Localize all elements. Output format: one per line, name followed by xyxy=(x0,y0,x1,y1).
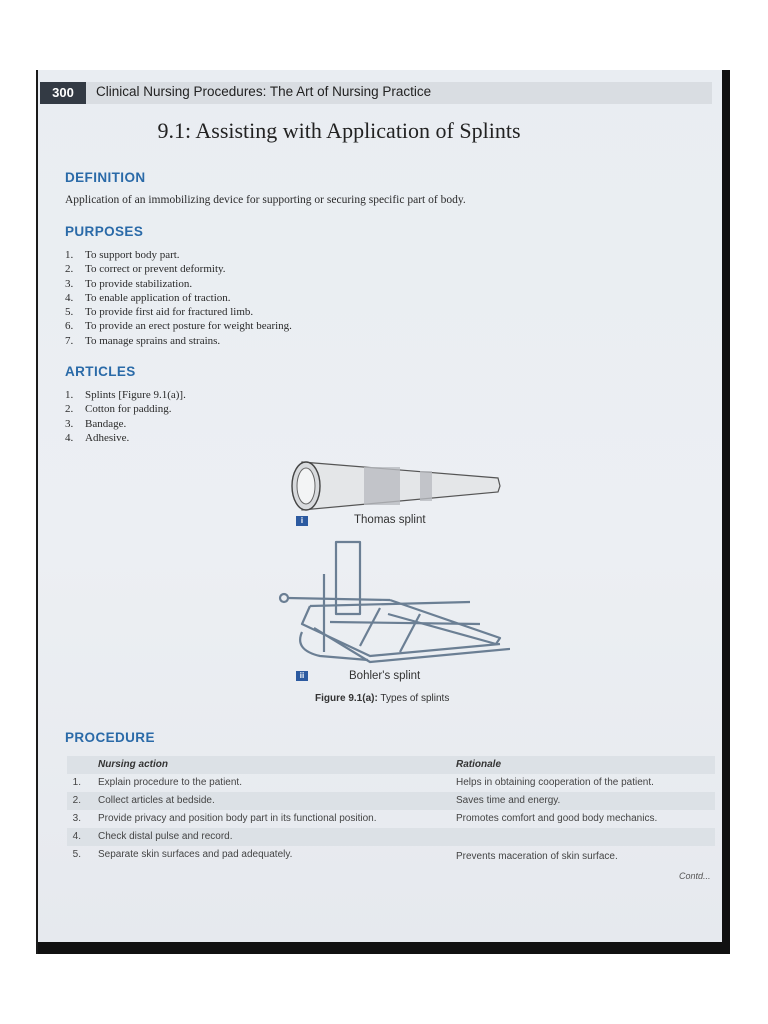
thomas-splint-illustration xyxy=(288,456,508,516)
column-header-rationale: Rationale xyxy=(456,759,502,770)
table-row: 3. Provide privacy and position body part in its functional position. Promotes comfort and good body mechanics. xyxy=(72,813,658,824)
purposes-heading: PURPOSES xyxy=(65,224,144,239)
list-item: 3. To provide stabilization. xyxy=(65,277,193,290)
list-item: 1. To support body part. xyxy=(65,249,180,261)
continued-note: Contd... xyxy=(679,871,711,881)
definition-text: Application of an immobilizing device for supporting or securing specific part of body. xyxy=(65,194,466,206)
list-item: 1. Splints [Figure 9.1(a)]. xyxy=(65,389,186,401)
list-item: 2. Cotton for padding. xyxy=(65,403,172,416)
purposes-list xyxy=(65,248,292,348)
figure-part-ii-marker: ii xyxy=(296,671,308,681)
table-row: 1. Explain procedure to the patient. Helps in obtaining cooperation of the patient. xyxy=(72,777,654,788)
list-item: 2. To correct or prevent deformity. xyxy=(65,263,226,276)
table-row: 2. Collect articles at bedside. Saves time and energy. xyxy=(67,792,715,810)
page-number: 300 xyxy=(40,82,86,104)
page-edge-bottom xyxy=(38,942,730,954)
running-head: Clinical Nursing Procedures: The Art of Nursing Practice xyxy=(96,84,432,99)
page-title: 9.1: Assisting with Application of Splints xyxy=(157,118,521,143)
thomas-splint-label: Thomas splint xyxy=(354,514,426,526)
table-header-row xyxy=(67,756,715,774)
list-item: 3. Bandage. xyxy=(65,417,127,430)
definition-heading: DEFINITION xyxy=(65,170,146,185)
book-page xyxy=(38,70,724,946)
bohlers-splint-label: Bohler's splint xyxy=(349,670,421,682)
table-row: 5. Separate skin surfaces and pad adequately. Prevents maceration of skin surface. xyxy=(72,849,618,862)
figure-part-i-marker: i xyxy=(296,516,308,526)
articles-heading: ARTICLES xyxy=(65,364,136,379)
list-item: 4. To enable application of traction. xyxy=(65,291,231,304)
figure-caption: Figure 9.1(a): Types of splints xyxy=(315,693,450,704)
procedure-table xyxy=(67,756,715,864)
bohlers-splint-illustration xyxy=(270,532,510,672)
articles-list xyxy=(65,388,186,445)
page-edge-right xyxy=(722,70,730,954)
list-item: 7. To manage sprains and strains. xyxy=(65,334,221,347)
list-item: 6. To provide an erect posture for weight bearing. xyxy=(65,320,292,333)
list-item: 5. To provide first aid for fractured limb. xyxy=(65,306,254,319)
column-header-action: Nursing action xyxy=(98,759,169,770)
list-item: 4. Adhesive. xyxy=(65,431,130,444)
table-row: 4. Check distal pulse and record. xyxy=(67,828,715,846)
procedure-heading: PROCEDURE xyxy=(65,730,155,745)
